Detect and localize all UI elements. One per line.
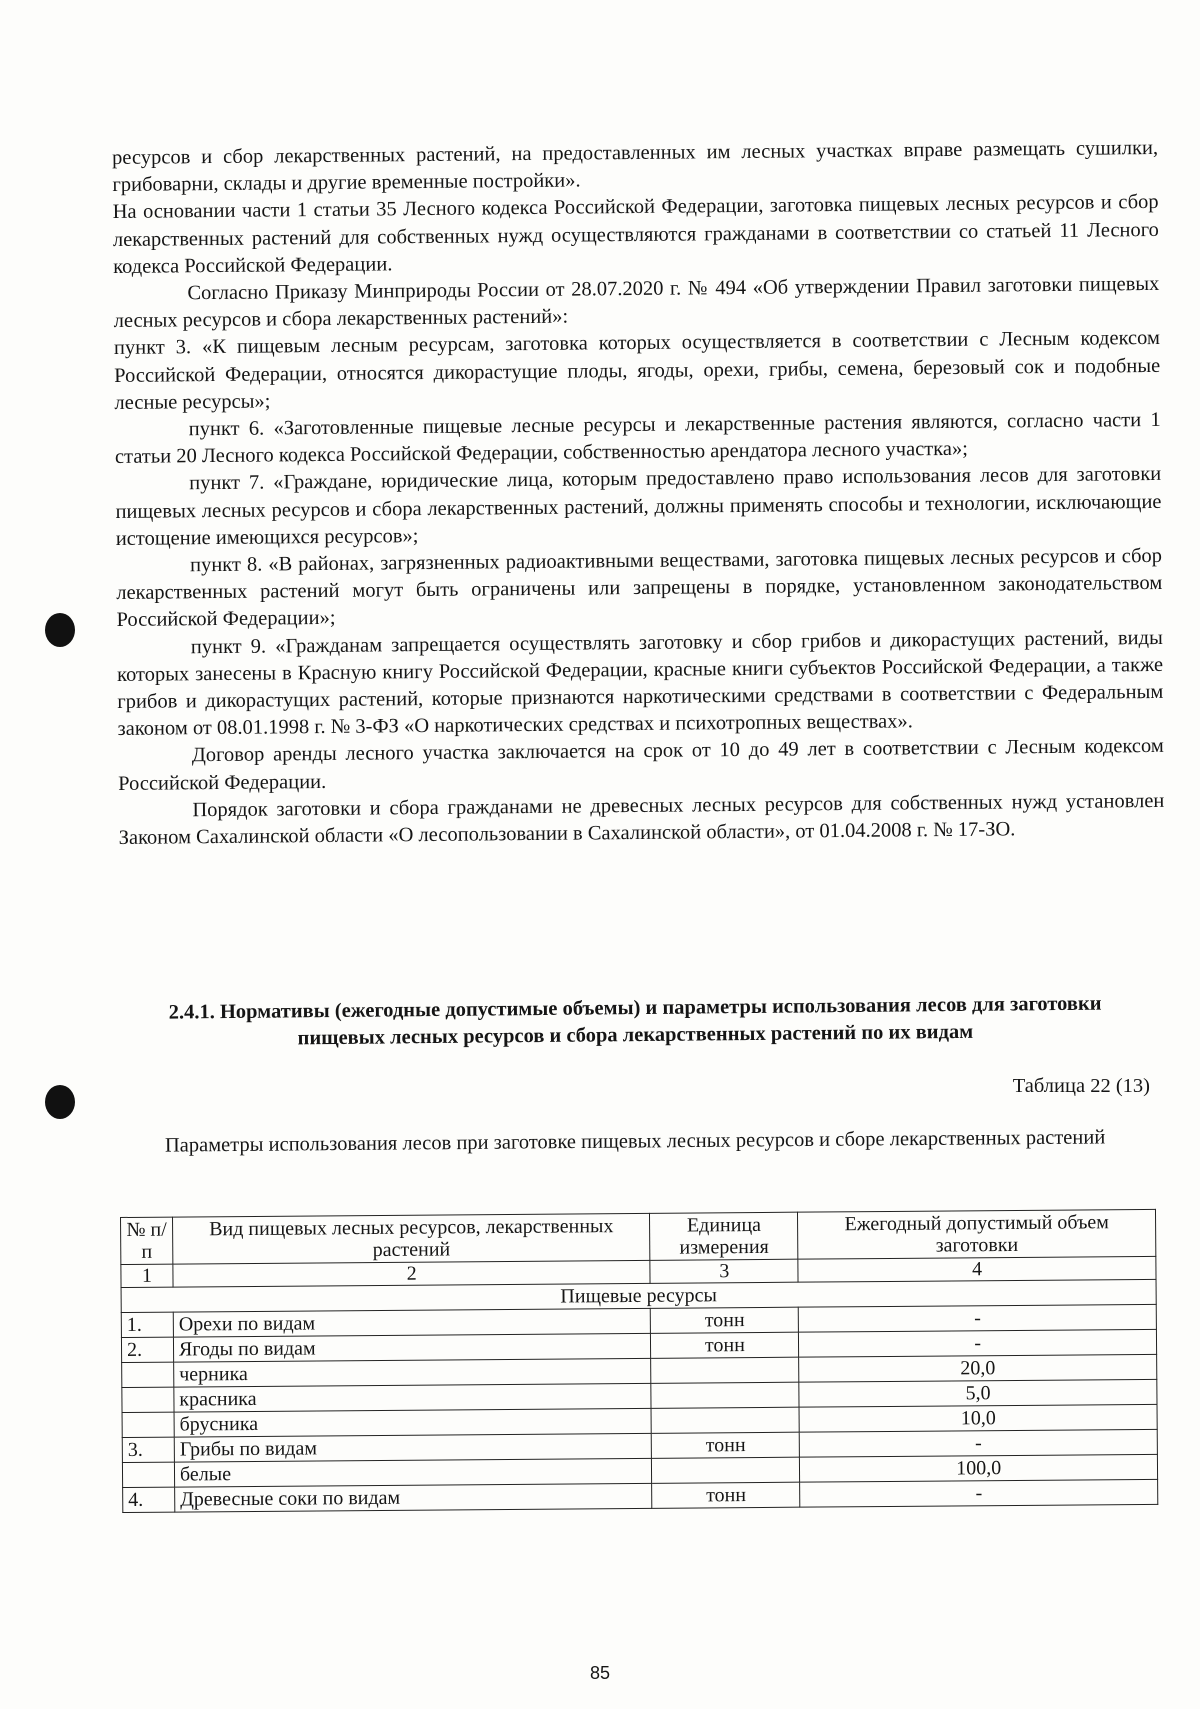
unit-cell: тонн [651,1307,799,1333]
table-label: Таблица 22 (13) [1012,1075,1150,1097]
resource-name: Ягоды по видам [173,1333,651,1362]
page-number: 85 [589,1663,611,1683]
paragraph: пункт 9. «Гражданам запрещается осуществлять заготовку и сбор грибов и дикорастущих растений, виды которых занесены в Красную книгу Российской Федерации, красные книги субъектов Российской Федерации, а также грибов и дикорастущих растений, которые признаются наркотическими средствами в соответствии с Федеральным законом от 08.01.1998 г. № 3-ФЗ «О наркотических средствах и психотропных веществах». [116,626,1164,741]
column-number: 4 [798,1256,1156,1282]
table-header-row [121,1209,1156,1264]
row-number [122,1387,174,1412]
row-number: 4. [123,1487,175,1512]
column-number: 1 [121,1264,173,1287]
header-annual-volume: Ежегодный допустимый объем заготовки [798,1209,1156,1259]
section-label: Пищевые ресурсы [121,1279,1156,1312]
header-unit: Единица измерения [650,1212,798,1260]
volume-cell: 20,0 [799,1354,1157,1382]
volume-cell: - [800,1429,1158,1457]
volume-cell: - [800,1479,1158,1507]
paragraph: Договор аренды лесного участка заключается на срок от 10 до 49 лет в соответствии с Лесным кодексом Российской Федерации. [118,735,1164,795]
volume-cell: - [799,1304,1157,1332]
paragraph: пункт 6. «Заготовленные пищевые лесные ресурсы и лекарственные растения являются, согласно части 1 статьи 20 Лесного кодекса Российской Федерации, собственностью арендатора лесного участка»; [114,408,1161,469]
resource-name: белые [174,1458,652,1487]
resource-name: Грибы по видам [174,1433,652,1462]
row-number [122,1362,174,1387]
volume-cell: 10,0 [799,1404,1157,1432]
paragraph: пункт 7. «Граждане, юридические лица, которым предоставлено право использования лесов для заготовки пищевых лесных ресурсов и сбора лекарственных растений, должны применять способы и технологии, исключающие истощение имеющихся ресурсов»; [115,463,1162,550]
row-number [122,1412,174,1437]
row-number: 2. [121,1337,173,1362]
row-number: 3. [122,1437,174,1462]
paragraph: На основании части 1 статьи 35 Лесного кодекса Российской Федерации, заготовка пищевых лесных ресурсов и сбор лекарственных растений для собственных нужд осуществляются гражданами в соответствии со статьей 11 Лесного кодекса Российской Федерации. [112,191,1159,278]
resource-name: красника [174,1383,652,1412]
resource-name: черника [174,1358,652,1387]
column-number: 2 [173,1260,651,1287]
punch-hole-bottom [45,1085,75,1119]
row-number [122,1462,174,1487]
paragraph: пункт 3. «К пищевым лесным ресурсам, заготовка которых осуществляется в соответствии с Лесным кодексом Российской Федерации, относятся дикорастущие плоды, ягоды, орехи, грибы, семена, березовый сок и подобные лесные ресурсы»; [113,327,1161,414]
unit-cell [652,1457,800,1483]
table-caption: Параметры использования лесов при заготовке пищевых лесных ресурсов и сборе лекарственных растений [164,1126,1106,1157]
volume-cell: 100,0 [800,1454,1158,1482]
table-body [121,1304,1158,1512]
unit-cell [651,1357,799,1383]
volume-cell: 5,0 [799,1379,1157,1407]
unit-cell: тонн [651,1332,799,1358]
resource-name: брусника [174,1408,652,1437]
paragraph: пункт 8. «В районах, загрязненных радиоактивными веществами, заготовка пищевых лесных ресурсов и сбор лекарственных растений могут быть ограничены или запрещены в порядке, установленном законодательством Российской Федерации»; [116,544,1163,632]
column-number: 3 [650,1259,798,1283]
volume-cell: - [799,1329,1157,1357]
resource-name: Орехи по видам [173,1308,651,1337]
body-text [112,135,1165,852]
resource-name: Древесные соки по видам [175,1483,653,1512]
paragraph: Согласно Приказу Минприроды России от 28.07.2020 г. № 494 «Об утверждении Правил заготовки пищевых лесных ресурсов и сбора лекарственных растений»: [113,272,1160,333]
row-number: 1. [121,1312,173,1337]
header-number: № п/п [121,1217,173,1264]
unit-cell [651,1407,799,1433]
section-heading: 2.4.1. Нормативы (ежегодные допустимые объемы) и параметры использования лесов для заготовки пищевых лесных ресурсов и сбора лекарственных растений по их видам [168,992,1102,1050]
header-resource-type: Вид пищевых лесных ресурсов, лекарственных растений [172,1213,650,1264]
unit-cell: тонн [652,1482,800,1508]
paragraph: Порядок заготовки и сбора гражданами не древесных лесных ресурсов для собственных нужд установлен Законом Сахалинской области «О лесопользовании в Сахалинской области», от 01.04.2008 г. № 17-ЗО. [118,789,1165,850]
paragraph: ресурсов и сбор лекарственных растений, на предоставленных им лесных участках вправе размещать сушилки, грибоварни, склады и другие временные постройки». [112,136,1159,197]
norms-table [120,1209,1158,1513]
punch-hole-top [45,613,75,647]
unit-cell: тонн [652,1432,800,1458]
unit-cell [651,1382,799,1408]
